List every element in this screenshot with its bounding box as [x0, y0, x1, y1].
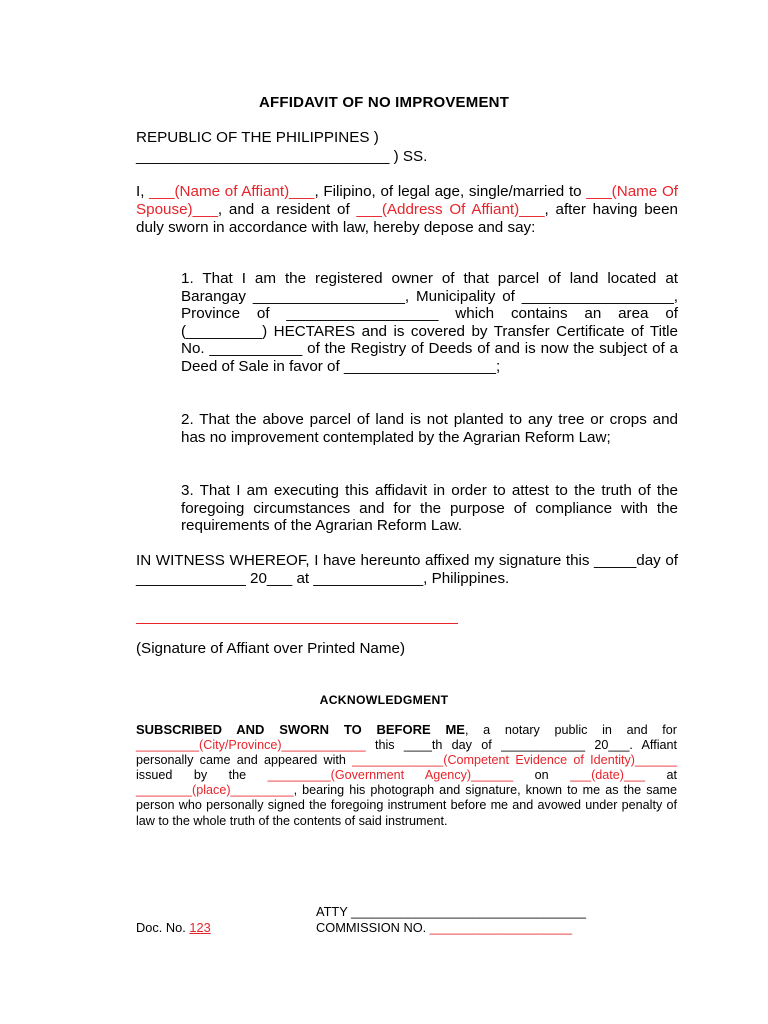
date-placeholder: ___(date)___	[570, 768, 646, 783]
intro-paragraph: I, ___(Name of Affiant)___, Filipino, of legal age, single/married to ___(Name Of Spouse)___, and a resident of ___(Address Of Affiant)___, after having been duly sworn in accordance with law, hereby depose and say:	[136, 183, 678, 236]
witness-paragraph: IN WITNESS WHEREOF, I have hereunto affixed my signature this _____day of _____________ 20___ at _____________, Philippines.	[136, 552, 678, 587]
agency-placeholder: _________(Government Agency)______	[267, 768, 514, 783]
doc-number-value: 123	[189, 920, 211, 935]
spouse-name-placeholder: ___(Name Of Spouse)___	[136, 183, 678, 218]
venue-blank: ______________________________	[136, 148, 390, 165]
commission-blank: ____________________	[429, 920, 573, 935]
ack-bold-lead: SUBSCRIBED AND SWORN TO BEFORE ME	[136, 722, 465, 737]
item-3: 3. That I am executing this affidavit in order to attest to the truth of the foregoing circumstances and for the purpose of compliance with the requirements of the Agrarian Reform Law.	[181, 482, 678, 535]
affiant-address-placeholder: ___(Address Of Affiant)___	[356, 201, 545, 218]
acknowledgment-paragraph: SUBSCRIBED AND SWORN TO BEFORE ME, a notary public in and for _________(City/Province)____________ this ____th day of ____________ 20___. Affiant personally came and appeared with _____________(Competent Evidence of Identity)______ issued by the _________(Government Agency)______ on ___(date)___ at ________(place)_________, bearing his photograph and signature, known to me as the same person who personally signed the foregoing instrument before me and avowed under penalty of law to the whole truth of the contents of said instrument.	[136, 722, 678, 828]
venue-ss: ) SS.	[389, 148, 428, 165]
commission-line: COMMISSION NO. ____________________	[316, 920, 573, 935]
item-2: 2. That the above parcel of land is not planted to any tree or crops and has no improvement contemplated by the Agrarian Reform Law;	[181, 411, 678, 446]
signature-caption: (Signature of Affiant over Printed Name)	[136, 640, 406, 657]
place-placeholder: ________(place)_________	[136, 783, 294, 798]
item-1: 1. That I am the registered owner of that parcel of land located at Barangay __________________, Municipality of __________________, Province of __________________ which contains an area of (_________) HECTARES and is covered by Transfer Certificate of Title No. ___________ of the Registry of Deeds of and is now the subject of a Deed of Sale in favor of __________________;	[181, 270, 678, 375]
acknowledgment-title: ACKNOWLEDGMENT	[319, 693, 449, 707]
atty-line: ATTY _________________________________	[316, 904, 586, 919]
city-placeholder: _________(City/Province)____________	[136, 738, 366, 753]
signature-line	[136, 623, 458, 624]
affiant-name-placeholder: ___(Name of Affiant)___	[149, 183, 315, 200]
venue-ss-line	[136, 148, 427, 166]
evidence-placeholder: _____________(Competent Evidence of Identity)______	[352, 753, 678, 768]
doc-number: Doc. No. 123	[136, 920, 211, 935]
document-title: AFFIDAVIT OF NO IMPROVEMENT	[258, 94, 510, 111]
venue-republic: REPUBLIC OF THE PHILIPPINES )	[136, 129, 379, 146]
